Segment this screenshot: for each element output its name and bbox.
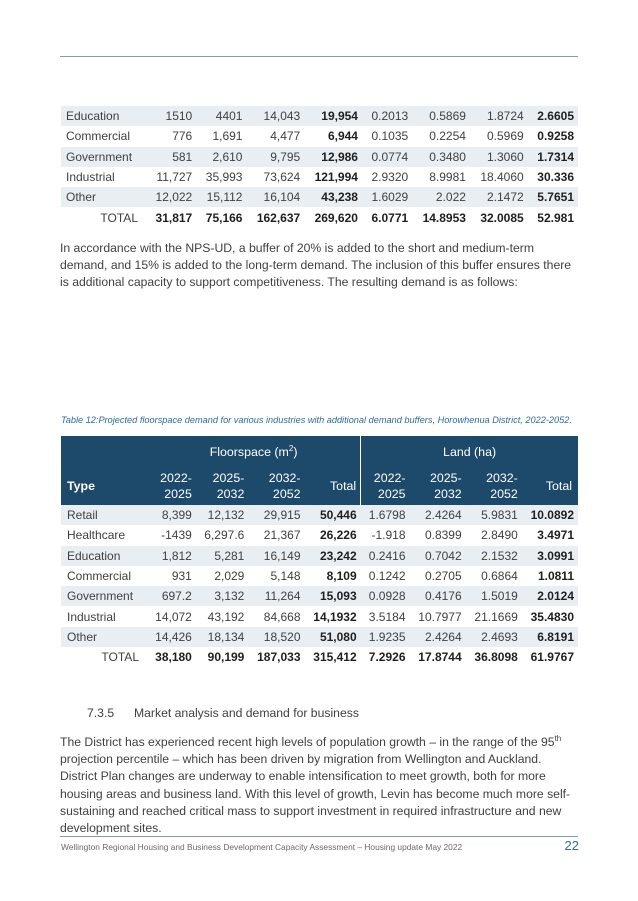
- cell-fs-total: 315,412: [313, 650, 357, 665]
- cell-fs1: -1439: [161, 528, 192, 543]
- header-fs-total: Total: [305, 467, 361, 505]
- cell-fs2: 43,192: [207, 609, 245, 624]
- cell-l2: 0.8399: [424, 528, 462, 543]
- section-number: 7.3.5: [87, 706, 115, 720]
- cell-l1: 0.2013: [362, 106, 412, 126]
- cell-l2: 0.7042: [410, 546, 466, 566]
- row-type: Education: [61, 106, 146, 126]
- table-row: [61, 505, 578, 525]
- cell-fs3: 187,033: [257, 650, 301, 665]
- cell-l3: 2.4693: [466, 627, 522, 647]
- cell-fs1: 1,812: [147, 546, 196, 566]
- cell-l3: 5.9831: [466, 505, 522, 525]
- table-total-row: [61, 207, 578, 227]
- cell-l2: 2.4264: [410, 505, 466, 525]
- cell-fs2: 2,610: [196, 147, 246, 167]
- header-fs-2025: 2025- 2032: [196, 467, 249, 505]
- footer-text: Wellington Regional Housing and Business Development Capacity Assessment – Housing update May 2022: [61, 842, 463, 852]
- market-text-1: The District has experienced recent high levels of population growth – in the range of the 95: [60, 735, 555, 749]
- header-land-2025: 2025- 2032: [410, 467, 466, 505]
- cell-l-total: 5.7651: [528, 187, 578, 207]
- cell-l1: 6.0771: [371, 210, 409, 225]
- cell-l1: 0.1035: [371, 129, 409, 144]
- table-row: [61, 147, 578, 167]
- cell-fs3: 11,264: [248, 586, 304, 606]
- row-type: TOTAL: [101, 650, 139, 665]
- table-row: [61, 566, 578, 586]
- cell-fs3: 5,148: [270, 569, 301, 584]
- cell-fs1: 1510: [146, 106, 196, 126]
- cell-l2: 0.2705: [424, 569, 462, 584]
- cell-l3: 2.1472: [470, 187, 528, 207]
- table-caption: Table 12:Projected floorspace demand for various industries with additional demand buffers, Horowhenua District, 2022-2052.: [61, 415, 572, 425]
- cell-fs-total: 6,944: [327, 129, 358, 144]
- cell-fs2: 75,166: [205, 210, 243, 225]
- cell-fs1: 38,180: [155, 650, 192, 665]
- cell-fs-total: 26,226: [319, 528, 357, 543]
- floorspace-sup: 2: [288, 443, 294, 453]
- cell-l3: 36.8098: [474, 650, 518, 665]
- cell-l3: 0.5969: [487, 129, 524, 144]
- cell-fs-total: 12,986: [304, 147, 362, 167]
- cell-fs1: 12,022: [146, 187, 196, 207]
- market-sup: th: [554, 733, 562, 743]
- row-type: Government: [61, 147, 146, 167]
- cell-fs2: 12,132: [196, 505, 249, 525]
- cell-l1: 1.9235: [361, 627, 410, 647]
- cell-fs-total: 8,109: [326, 569, 357, 584]
- cell-fs3: 73,624: [263, 170, 301, 185]
- cell-fs3: 4,477: [270, 129, 301, 144]
- cell-fs-total: 121,994: [314, 170, 358, 185]
- floorspace-close: ): [293, 444, 298, 459]
- cell-l-total: 3.4971: [537, 528, 574, 543]
- cell-fs1: 14,426: [147, 627, 196, 647]
- header-land-total: Total: [522, 467, 578, 505]
- cell-l-total: 10.0892: [522, 505, 578, 525]
- cell-l1: 3.5184: [368, 609, 406, 624]
- cell-fs2: 35,993: [205, 170, 243, 185]
- floorspace-label: Floorspace (m: [209, 444, 289, 459]
- cell-fs3: 18,520: [248, 627, 304, 647]
- table-row: [61, 126, 578, 146]
- cell-l-total: 6.8191: [522, 627, 578, 647]
- cell-l-total: 52.981: [537, 210, 574, 225]
- header-land-2032: 2032- 2052: [466, 467, 522, 505]
- row-type: Healthcare: [67, 528, 126, 543]
- table-row: [61, 167, 578, 187]
- cell-l2: 0.3480: [412, 147, 470, 167]
- cell-fs1: 31,817: [155, 210, 193, 225]
- cell-fs3: 21,367: [263, 528, 301, 543]
- cell-l1: 1.6798: [361, 505, 410, 525]
- table2-group-header: [61, 436, 578, 467]
- cell-fs-total: 269,620: [314, 210, 358, 225]
- cell-fs2: 18,134: [196, 627, 249, 647]
- row-type: Commercial: [67, 569, 132, 584]
- cell-fs-total: 19,954: [304, 106, 362, 126]
- row-type: Retail: [61, 505, 147, 525]
- row-type: Government: [61, 586, 147, 606]
- table2-column-header: [61, 467, 578, 505]
- cell-l2: 2.4264: [410, 627, 466, 647]
- header-floorspace-group: [147, 436, 361, 467]
- cell-l1: 0.1242: [368, 569, 406, 584]
- table-row: [61, 525, 578, 545]
- top-divider: [60, 56, 578, 57]
- cell-l2: 10.7977: [418, 609, 462, 624]
- cell-l2: 8.9981: [429, 170, 466, 185]
- table-row: [61, 546, 578, 566]
- cell-fs2: 1,691: [212, 129, 243, 144]
- cell-l1: 7.2926: [368, 650, 406, 665]
- cell-fs2: 2,029: [214, 569, 245, 584]
- cell-fs1: 11,727: [156, 170, 193, 185]
- cell-fs1: 8,399: [147, 505, 196, 525]
- cell-l3: 1.8724: [470, 106, 528, 126]
- cell-l-total: 0.9258: [537, 129, 574, 144]
- cell-l-total: 30.336: [537, 170, 574, 185]
- table1-body: [61, 106, 578, 228]
- cell-fs2: 5,281: [196, 546, 249, 566]
- row-type: Industrial: [67, 609, 116, 624]
- header-land-2022: 2022- 2025: [361, 467, 410, 505]
- cell-fs2: 3,132: [196, 586, 249, 606]
- cell-l2: 14.8953: [422, 210, 466, 225]
- table-row: [61, 187, 578, 207]
- cell-fs-total: 23,242: [305, 546, 361, 566]
- table2-body: [61, 505, 578, 667]
- cell-l3: 1.5019: [466, 586, 522, 606]
- cell-fs1: 931: [171, 569, 192, 584]
- cell-l3: 0.6864: [481, 569, 518, 584]
- cell-fs1: 697.2: [147, 586, 196, 606]
- table-row: [61, 627, 578, 647]
- header-land-group: Land (ha): [361, 436, 578, 467]
- row-type: TOTAL: [100, 210, 138, 225]
- cell-fs2: 90,199: [207, 650, 245, 665]
- cell-l1: 0.0928: [361, 586, 410, 606]
- cell-l2: 0.2254: [429, 129, 466, 144]
- cell-fs3: 9,795: [246, 147, 304, 167]
- cell-fs3: 29,915: [248, 505, 304, 525]
- header-blank: [61, 436, 147, 467]
- cell-fs3: 16,149: [248, 546, 304, 566]
- cell-fs-total: 43,238: [304, 187, 362, 207]
- section-title: Market analysis and demand for business: [134, 706, 359, 720]
- cell-l1: 0.2416: [361, 546, 410, 566]
- table-partial-demand: [61, 106, 578, 228]
- page-number: 22: [564, 838, 579, 853]
- header-fs-2032: 2032- 2052: [248, 467, 304, 505]
- cell-fs-total: 14,1932: [313, 609, 357, 624]
- row-type: Other: [61, 187, 146, 207]
- cell-l-total: 35.4830: [530, 609, 574, 624]
- cell-l1: 2.9320: [371, 170, 409, 185]
- header-fs-2022: 2022- 2025: [147, 467, 196, 505]
- header-type: Type: [61, 467, 147, 505]
- cell-l3: 2.8490: [481, 528, 518, 543]
- cell-fs3: 16,104: [246, 187, 304, 207]
- cell-l-total: 2.0124: [522, 586, 578, 606]
- row-type: Commercial: [66, 129, 131, 144]
- cell-fs3: 14,043: [246, 106, 304, 126]
- cell-fs1: 581: [146, 147, 196, 167]
- cell-l3: 2.1532: [466, 546, 522, 566]
- row-type: Other: [61, 627, 147, 647]
- table-total-row: [61, 647, 578, 667]
- table-buffered-demand: [61, 436, 578, 667]
- cell-fs1: 14,072: [155, 609, 192, 624]
- cell-fs3: 84,668: [263, 609, 301, 624]
- row-type: Industrial: [66, 170, 115, 185]
- cell-l2: 17.8744: [418, 650, 462, 665]
- cell-fs1: 776: [172, 129, 193, 144]
- bottom-divider: [60, 836, 578, 837]
- cell-fs3: 162,637: [256, 210, 301, 225]
- cell-fs2: 15,112: [196, 187, 246, 207]
- cell-l3: 21.1669: [474, 609, 518, 624]
- cell-l1: 0.0774: [362, 147, 412, 167]
- cell-l-total: 1.7314: [528, 147, 578, 167]
- row-type: Education: [61, 546, 147, 566]
- cell-l-total: 2.6605: [528, 106, 578, 126]
- cell-fs-total: 50,446: [305, 505, 361, 525]
- cell-l2: 2.022: [412, 187, 470, 207]
- cell-l3: 32.0085: [480, 210, 524, 225]
- buffer-paragraph: In accordance with the NPS-UD, a buffer of 20% is added to the short and medium-term demand, and 15% is added to the long-term demand. The inclusion of this buffer ensures there is additional capacity to support competitiveness. The resulting demand is as follows:: [60, 241, 572, 290]
- table-row: [61, 106, 578, 126]
- cell-l2: 0.4176: [410, 586, 466, 606]
- market-paragraph: [60, 734, 580, 837]
- market-text-2: projection percentile – which has been driven by migration from Wellington and Auckland. District Plan changes are underway to enable intensification to meet growth, both for more housing areas and business land. With this level of growth, Levin has become much more self-sustaining and reached critical mass to support investment in required infrastructure and new development sites.: [60, 752, 571, 836]
- cell-fs2: 4401: [196, 106, 246, 126]
- table-row: [61, 606, 578, 626]
- cell-l-total: 3.0991: [522, 546, 578, 566]
- cell-l2: 0.5869: [412, 106, 470, 126]
- cell-l-total: 61.9767: [530, 650, 574, 665]
- cell-l3: 1.3060: [470, 147, 528, 167]
- cell-l3: 18.4060: [480, 170, 524, 185]
- cell-fs-total: 15,093: [305, 586, 361, 606]
- cell-l-total: 1.0811: [537, 569, 574, 584]
- cell-l1: 1.6029: [362, 187, 412, 207]
- cell-l1: -1.918: [371, 528, 406, 543]
- cell-fs2: 6,297.6: [204, 528, 245, 543]
- table-row: [61, 586, 578, 606]
- cell-fs-total: 51,080: [305, 627, 361, 647]
- section-heading: [87, 706, 359, 720]
